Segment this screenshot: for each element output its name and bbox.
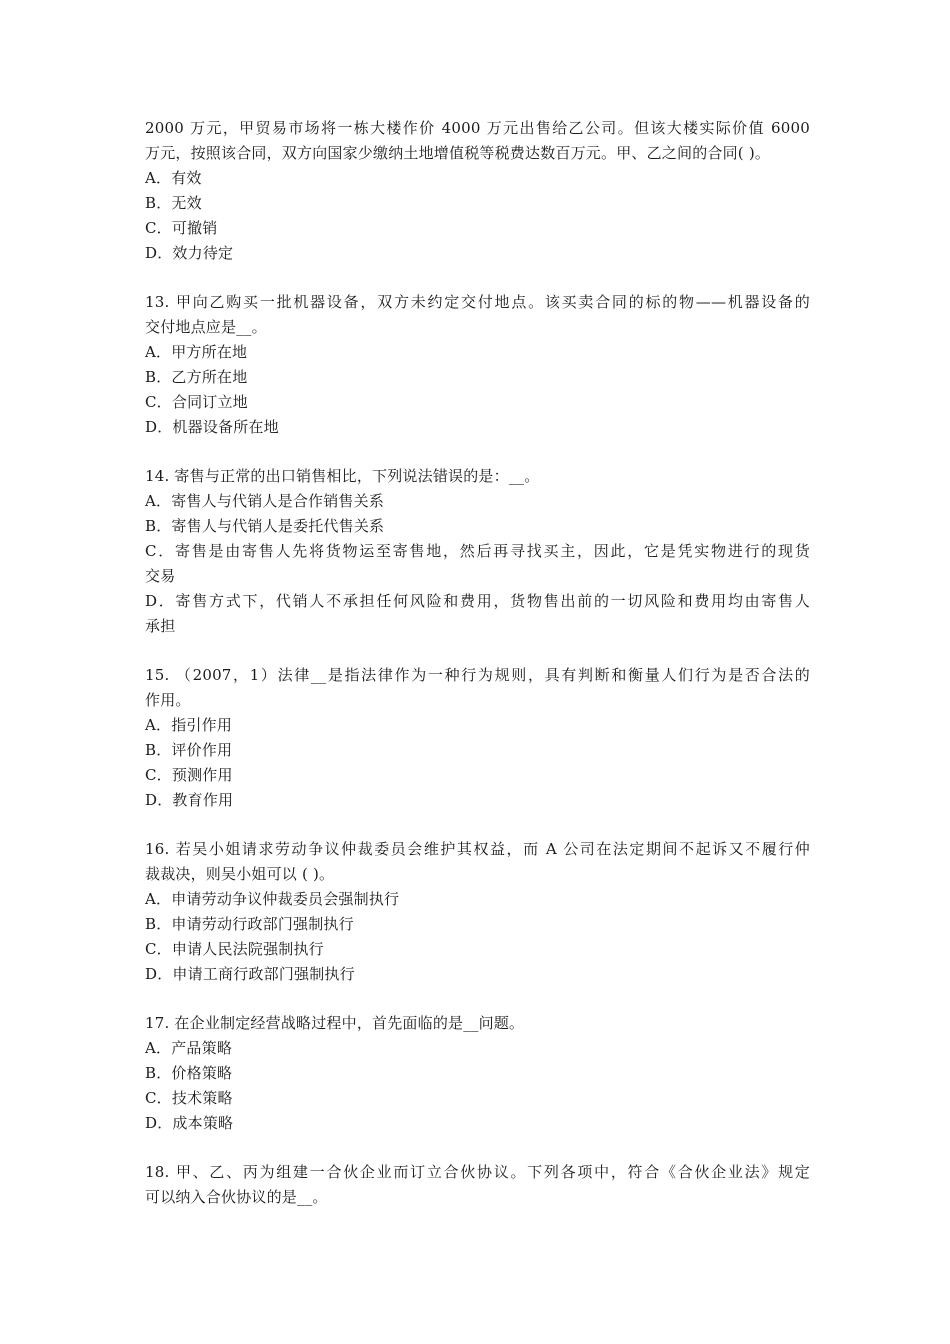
answer-option: A．寄售人与代销人是合作销售关系	[145, 492, 385, 510]
answer-option: A．指引作用	[145, 716, 233, 734]
question-stem-line: 作用。	[145, 691, 191, 709]
question-block	[145, 663, 810, 813]
answer-option: B．评价作用	[145, 741, 233, 759]
spacer	[145, 987, 810, 1011]
answer-option: C．申请人民法院强制执行	[145, 940, 324, 958]
question-block	[145, 1160, 810, 1210]
answer-option: D．成本策略	[145, 1114, 234, 1132]
answer-option: C．寄售是由寄售人先将货物运至寄售地，然后再寻找买主，因此，它是凭实物进行的现货	[145, 542, 810, 560]
answer-option: A．申请劳动争议仲裁委员会强制执行	[145, 890, 400, 908]
spacer	[145, 639, 810, 663]
question-stem-line: 16. 若吴小姐请求劳动争议仲裁委员会维护其权益，而 A 公司在法定期间不起诉又不履行仲	[145, 840, 810, 858]
answer-option: A．有效	[145, 169, 202, 187]
answer-option: B．无效	[145, 194, 202, 212]
question-block	[145, 290, 810, 440]
spacer	[145, 813, 810, 837]
answer-option: D．机器设备所在地	[145, 418, 279, 436]
spacer	[145, 266, 810, 290]
answer-option: C．技术策略	[145, 1089, 233, 1107]
question-block	[145, 837, 810, 987]
question-stem-line: 13. 甲向乙购买一批机器设备，双方未约定交付地点。该买卖合同的标的物——机器设备的	[145, 293, 810, 311]
question-block	[145, 464, 810, 639]
answer-option: A．产品策略	[145, 1039, 233, 1057]
question-block	[145, 116, 810, 266]
question-stem-line: 裁裁决，则吴小姐可以 ( )。	[145, 865, 335, 883]
spacer	[145, 1136, 810, 1160]
answer-option: D．效力待定	[145, 244, 234, 262]
answer-option-continuation: 承担	[145, 617, 176, 635]
answer-option: C．合同订立地	[145, 393, 248, 411]
question-stem-line: 17. 在企业制定经营战略过程中，首先面临的是__问题。	[145, 1014, 525, 1032]
question-stem-line: 交付地点应是__。	[145, 318, 267, 336]
answer-option: B．价格策略	[145, 1064, 233, 1082]
question-stem-line: 2000 万元，甲贸易市场将一栋大楼作价 4000 万元出售给乙公司。但该大楼实际价值 6000	[145, 119, 810, 137]
answer-option: D．申请工商行政部门强制执行	[145, 965, 355, 983]
document-page	[145, 116, 810, 1210]
question-block	[145, 1011, 810, 1136]
answer-option: B．申请劳动行政部门强制执行	[145, 915, 354, 933]
answer-option: D．寄售方式下，代销人不承担任何风险和费用，货物售出前的一切风险和费用均由寄售人	[145, 592, 810, 610]
question-stem-line: 15. （2007，1）法律__是指法律作为一种行为规则，具有判断和衡量人们行为是否合法的	[145, 666, 810, 684]
answer-option-continuation: 交易	[145, 567, 176, 585]
answer-option: B．寄售人与代销人是委托代售关系	[145, 517, 385, 535]
question-stem-line: 18. 甲、乙、丙为组建一合伙企业而订立合伙协议。下列各项中，符合《合伙企业法》规定	[145, 1163, 810, 1181]
question-stem-line: 万元，按照该合同，双方向国家少缴纳土地增值税等税费达数百万元。甲、乙之间的合同( )。	[145, 144, 771, 162]
answer-option: C．预测作用	[145, 766, 233, 784]
question-stem-line: 可以纳入合伙协议的是__。	[145, 1188, 328, 1206]
answer-option: A．甲方所在地	[145, 343, 248, 361]
answer-option: C．可撤销	[145, 219, 218, 237]
question-stem-line: 14. 寄售与正常的出口销售相比，下列说法错误的是：__。	[145, 467, 540, 485]
answer-option: B．乙方所在地	[145, 368, 248, 386]
answer-option: D．教育作用	[145, 791, 234, 809]
spacer	[145, 440, 810, 464]
